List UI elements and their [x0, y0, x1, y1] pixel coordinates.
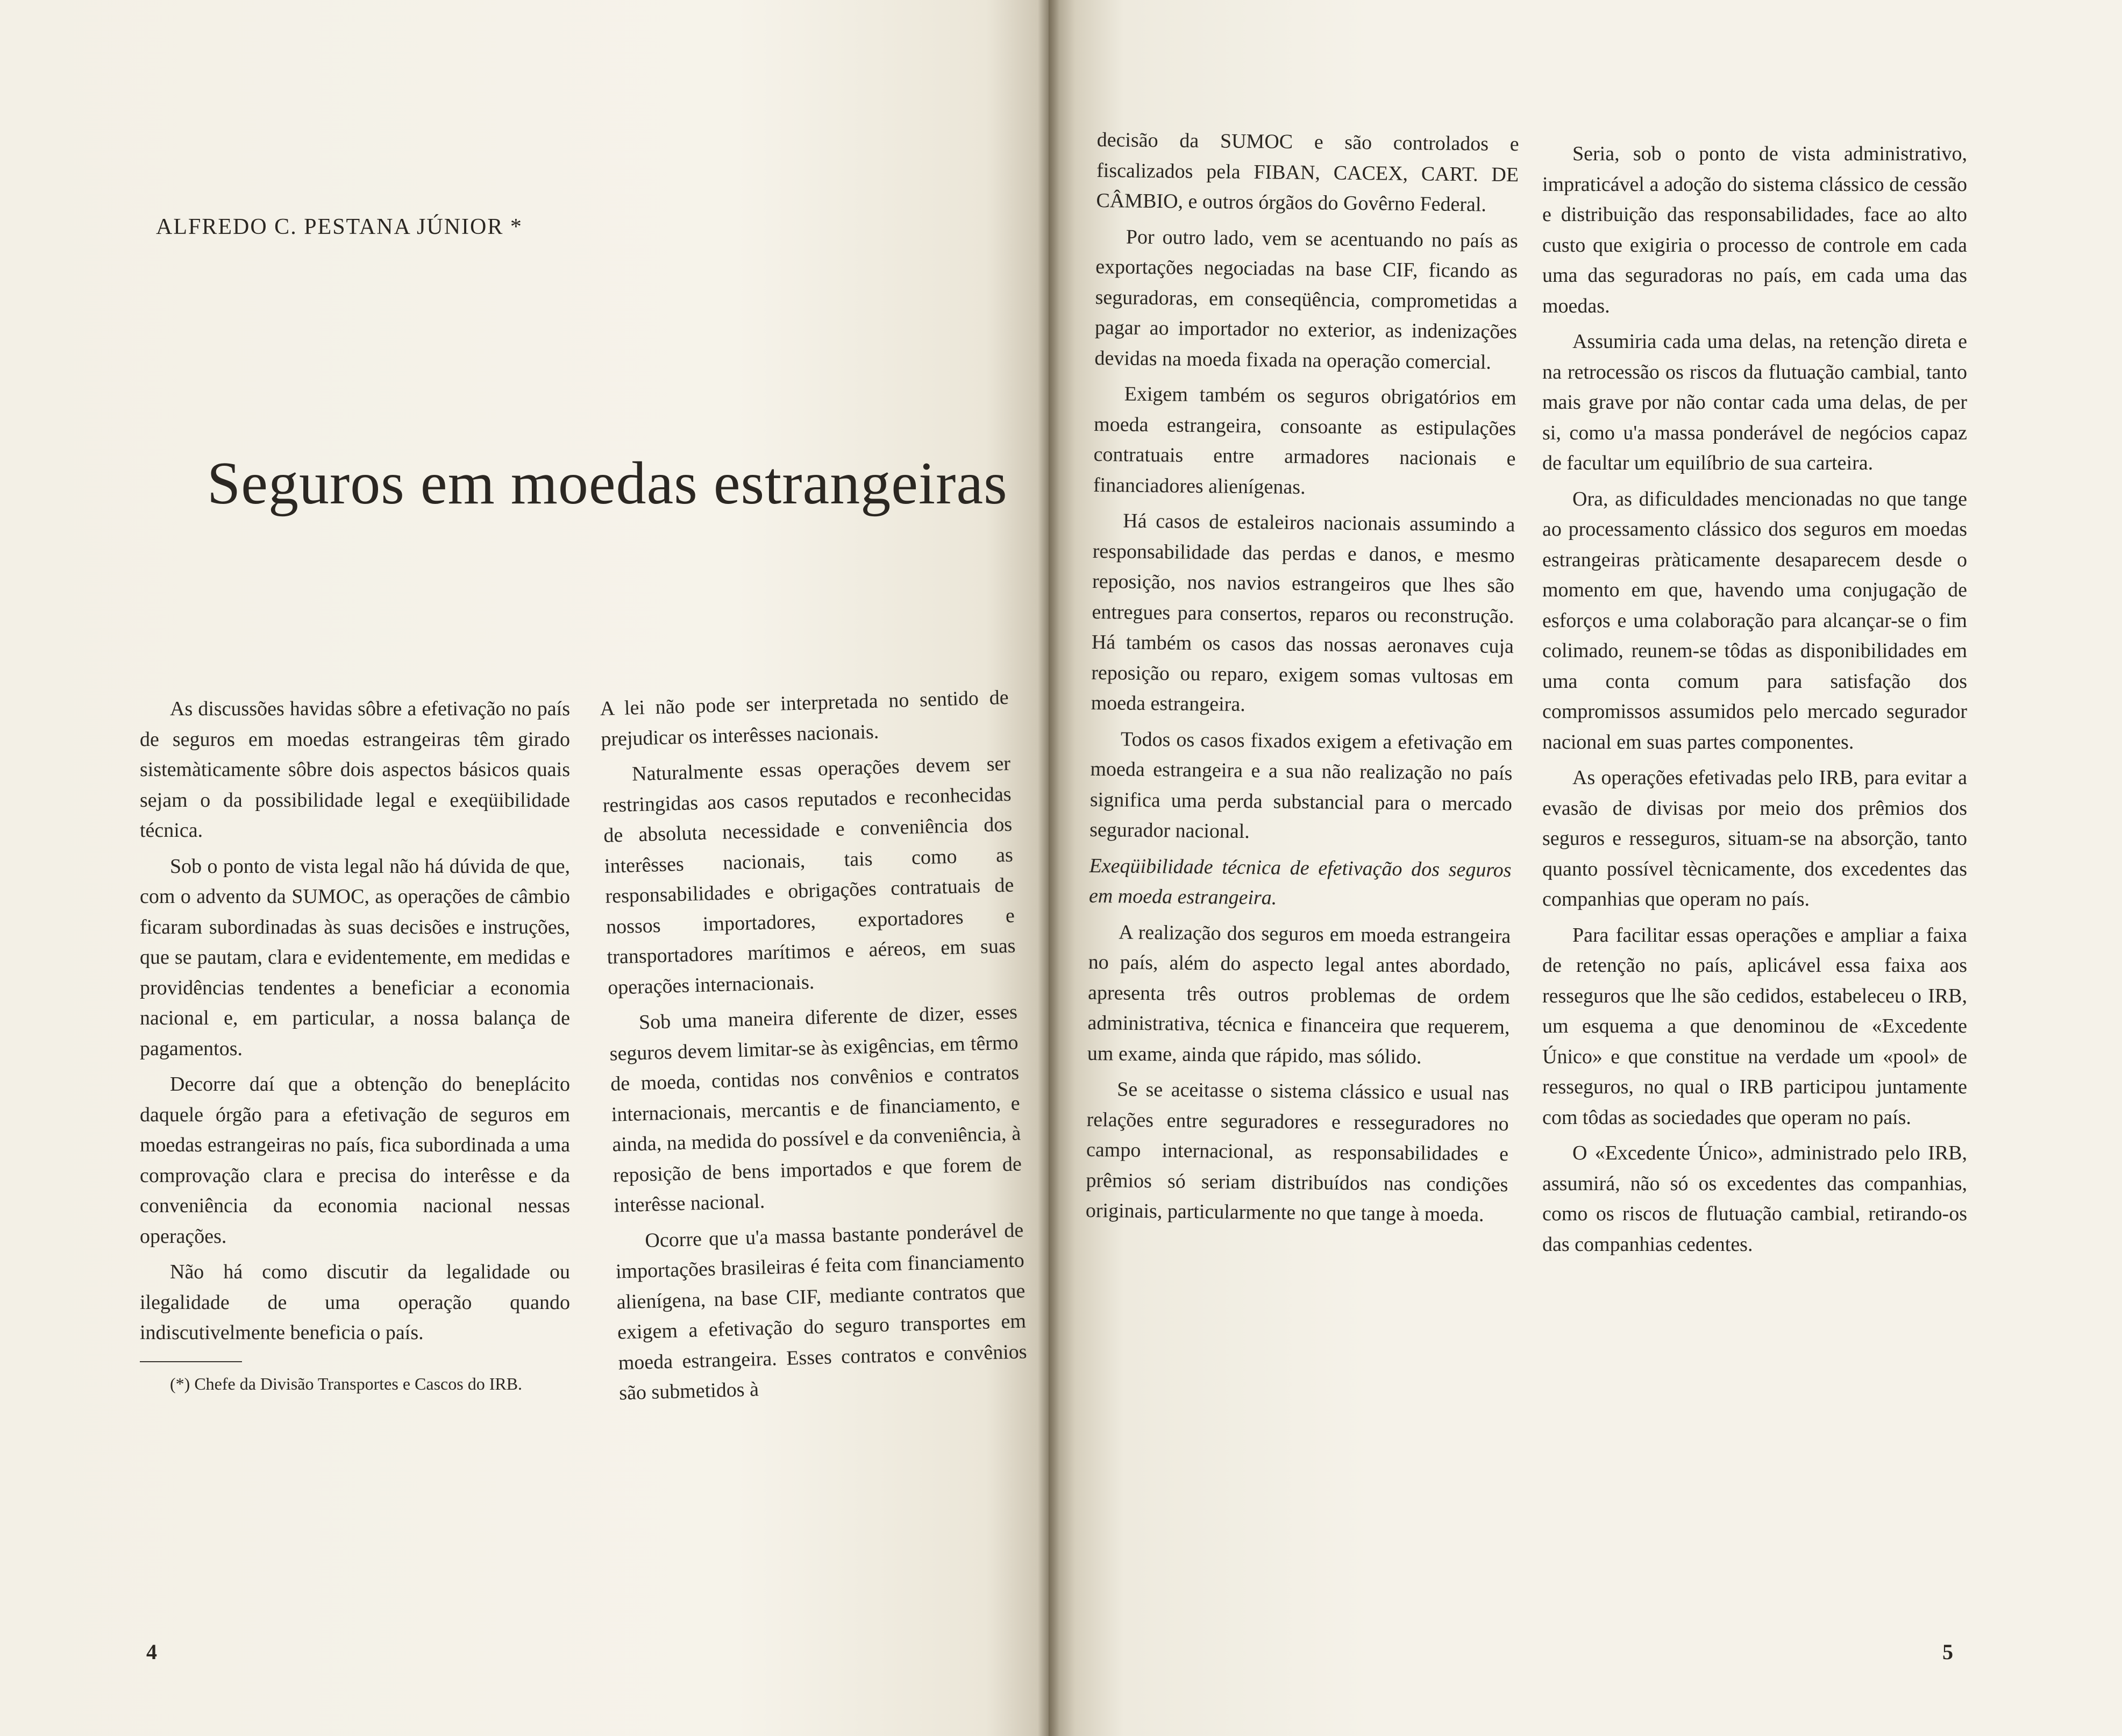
paragraph: Ora, as dificuldades mencionadas no que tange ao processamento clássico dos seguros em moedas estrangeiras pràticamente desaparecem desde o momento em que, havendo uma conjugação de esforços e uma colaboração para alcançar-se o fim colimado, reunem-se tôdas as disponibilidades em uma conta comum para satisfação dos compromissos assumidos pelo mercado segurador nacional em suas partes componentes.	[1542, 487, 1967, 753]
page-number-left: 4	[146, 1640, 157, 1664]
author-name: ALFREDO C. PESTANA JÚNIOR *	[156, 215, 523, 239]
right-column-2	[1542, 139, 1967, 1265]
right-column-1	[1085, 125, 1519, 1236]
page-number-right: 5	[1942, 1640, 1953, 1664]
paragraph: Por outro lado, vem se acentuando no país as exportações negociadas na base CIF, ficando as seguradoras, em conseqüência, comprometidas a pagar ao importador no exterior, as indenizações devidas na moeda fixada na operação comercial.	[1094, 225, 1519, 374]
paragraph: A lei não pode ser interpretada no sentido de prejudicar os interêsses nacionais.	[600, 686, 1009, 751]
paragraph: Ocorre que u'a massa bastante ponderável de importações brasileiras é feita com financiamento alienígena, na base CIF, mediante contratos que exigem a efetivação do seguro transportes em moeda estrangeira. Esses contratos e convênios são submetidos à	[615, 1218, 1028, 1405]
section-subheading: Exeqüibilidade técnica de efetivação dos seguros em moeda estrangeira.	[1088, 854, 1512, 909]
left-column-1	[140, 694, 570, 1401]
paragraph: Naturalmente essas operações devem ser restringidas aos casos reputados e reconhecidas de absoluta necessidade e conveniência dos interêsses nacionais, tais como as responsabilidades e obrigações contratuais de nossos importadores, exportadores e transportadores marítimos e aéreos, em suas operações internacionais.	[602, 752, 1016, 999]
paragraph: Todos os casos fixados exigem a efetivação em moeda estrangeira e a sua não realização no país significa uma perda substancial para o mercado segurador nacional.	[1090, 728, 1513, 843]
left-page	[0, 0, 1049, 1736]
paragraph: Se se aceitasse o sistema clássico e usual nas relações entre seguradores e resseguradores no campo internacional, as responsabilidades e prêmios só seriam distribuídos nas condições originais, particularmente no que tange à moeda.	[1085, 1078, 1509, 1226]
paragraph: Decorre daí que a obtenção do beneplácito daquele órgão para a efetivação de seguros em moedas estrangeiras no país, fica subordinada a uma comprovação clara e precisa do interêsse e da conveniência da economia nacional nessas operações.	[140, 1073, 570, 1248]
paragraph: Não há como discutir da legalidade ou ilegalidade de uma operação quando indiscutivelmente beneficia o país.	[140, 1261, 570, 1344]
paragraph: Seria, sob o ponto de vista administrativo, impraticável a adoção do sistema clássico de cessão e distribuição das responsabilidades, face ao alto custo que exigiria o processo de controle em cada uma das seguradoras no país, em cada uma das moedas.	[1542, 143, 1967, 317]
paragraph: Para facilitar essas operações e ampliar a faixa de retenção no país, aplicável essa faixa aos resseguros que lhe são cedidos, estabeleceu o IRB, um esquema a que denominou de «Excedente Único» e que constitue na verdade um «pool» de resseguros, no qual o IRB participou juntamente com tôdas as sociedades que operam no país.	[1542, 923, 1967, 1129]
paragraph: Assumiria cada uma delas, na retenção direta e na retrocessão os riscos da flutuação cambial, tanto mais grave por não contar cada uma delas, de per si, como u'a massa ponderável de negócios capaz de facultar um equilíbrio de sua carteira.	[1542, 330, 1967, 474]
paragraph: Sob uma maneira diferente de dizer, esses seguros devem limitar-se às exigências, em têrmo de moeda, contidas nos convênios e contratos internacionais, mercantis e de financiamento, e ainda, na medida do possível e da conveniência, à reposição de bens importados e que forem de interêsse nacional.	[609, 1000, 1022, 1217]
footnote-divider	[140, 1361, 242, 1362]
book-gutter	[1038, 0, 1059, 1736]
paragraph: Sob o ponto de vista legal não há dúvida de que, com o advento da SUMOC, as operações de câmbio ficaram subordinadas às suas decisões e instruções, que se pautam, clara e evidentemente, em medidas e providências tendentes a beneficiar a economia nacional e, em particular, a nossa balança de pagamentos.	[140, 855, 570, 1060]
article-title: Seguros em moedas estrangeiras	[207, 450, 1008, 517]
paragraph: decisão da SUMOC e são controlados e fiscalizados pela FIBAN, CACEX, CART. DE CÂMBIO, e outros órgãos do Govêrno Federal.	[1096, 128, 1519, 216]
paragraph: Exigem também os seguros obrigatórios em moeda estrangeira, consoante as estipulações contratuais entre armadores nacionais e financiadores alienígenas.	[1093, 382, 1516, 499]
left-column-2	[600, 682, 1028, 1414]
right-page	[1049, 0, 2122, 1736]
paragraph: O «Excedente Único», administrado pelo IRB, assumirá, não só os excedentes das companhias, como os riscos de flutuação cambial, retirando-os das companhias cedentes.	[1542, 1142, 1967, 1256]
paragraph: As discussões havidas sôbre a efetivação no país de seguros em moedas estrangeiras têm girado sistemàticamente sôbre dois aspectos básicos quais sejam o da possibilidade legal e exeqüibilidade técnica.	[140, 698, 570, 842]
footnote: (*) Chefe da Divisão Transportes e Cascos do IRB.	[170, 1374, 523, 1393]
paragraph: As operações efetivadas pelo IRB, para evitar a evasão de divisas por meio dos prêmios dos seguros e resseguros, situam-se na absorção, tanto quanto possível tècnicamente, dos excedentes das companhias que operam no país.	[1542, 766, 1967, 910]
paragraph: Há casos de estaleiros nacionais assumindo a responsabilidade das perdas e danos, e mesmo reposição, nos navios estrangeiros que lhes são entregues para consertos, reparos ou reconstrução. Há também os casos das nossas aeronaves cuja reposição ou reparo, exigem somas vultosas em moeda estrangeira.	[1091, 509, 1515, 716]
paragraph: A realização dos seguros em moeda estrangeira no país, além do aspecto legal antes abordado, apresenta três outros problemas de ordem administrativa, técnica e financeira que requerem, um exame, ainda que rápido, mas sólido.	[1087, 921, 1511, 1068]
